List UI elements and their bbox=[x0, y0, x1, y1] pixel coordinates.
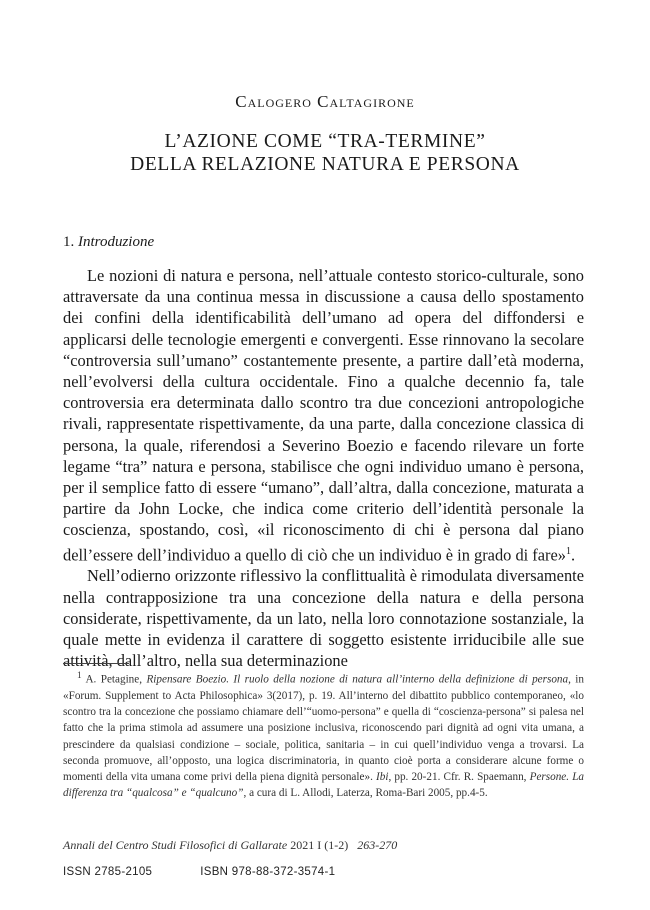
article-title bbox=[0, 130, 650, 176]
journal-pages: 263-270 bbox=[357, 838, 398, 852]
paragraph: Le nozioni di natura e persona, nell’attuale contesto storico-culturale, sono attraversate da una continua messa in discussione a causa dello spostamento dei confini della identificabilità dell’umano ad opera del diffondersi e applicarsi delle tecnologie emergenti e convergenti. Esse rinnovano la secolare “controversia sull’umano” costantemente presente, a partire dall’età moderna, nell’evolversi della cultura occidentale. Fino a qualche decennio fa, tale controversia era determinata dallo scontro tra due concezioni antropologiche rivali, rappresentate rispettivamente, da una parte, dalla concezione classica di persona, la quale, riferendosi a Severino Boezio e facendo rilevare un forte legame “tra” natura e persona, stabilisce che ogni individuo umano è persona, per il semplice fatto di essere “umano”, dall’altra, dalla concezione, maturata a partire da John Locke, che indica come criterio dell’identità personale la coscienza, spostando, così, «il riconoscimento di chi è persona dal piano dell’essere dell’individuo a quello di ciò che un individuo è in grado di fare»$^1$. bbox=[63, 266, 584, 565]
title-line-2: DELLA RELAZIONE NATURA E PERSONA bbox=[130, 154, 520, 175]
isbn: ISBN 978-88-372-3574-1 bbox=[200, 866, 336, 878]
section-title: Introduzione bbox=[78, 234, 155, 250]
footnote bbox=[63, 668, 584, 801]
journal-citation bbox=[63, 838, 397, 853]
footnote-separator bbox=[63, 663, 129, 664]
footnote-work-title-2: Persone. La differenza tra “qualcosa” e “qualcuno” bbox=[63, 770, 585, 800]
footnote-author: A. Petagine, bbox=[85, 673, 143, 686]
issn: ISSN 2785-2105 bbox=[63, 866, 153, 878]
footnote-text: , pp. 20-21. Cfr. R. Spaemann, bbox=[388, 770, 527, 783]
footnote-text: , in «Forum. Supplement to Acta Philosophica» 3(2017), p. 19. All’interno del dibattito pubblico contemporaneo, «lo scontro tra la concezione che possiamo chiamare dell’“uomo-persona” e quella di “coscienza-persona” si palesa nel fatto che la prima stimola ad assumere una posizione inclusiva, riconoscendo pari dignità ad ogni vita umana, a prescindere da qualsiasi condizione – sociale, politica, sanitaria – in cui quell’individuo venga a trovarsi. La seconda promuove, all’opposto, una logica discriminatoria, in quanto cioè porta a considerare alcune forme o momenti della vita umana come privi della piena dignità personale». bbox=[63, 673, 585, 783]
paragraph-text: Le nozioni di natura e persona, nell’attuale contesto storico-culturale, sono attraversate da una continua messa in discussione a causa dello spostamento dei confini della identificabilità dell’umano ad opera del diffondersi e applicarsi delle tecnologie emergenti e convergenti. Esse rinnovano la secolare “controversia sull’umano” costantemente presente, a partire dall’età moderna, nell’evolversi della cultura occidentale. Fino a qualche decennio fa, tale controversia era determinata dallo scontro tra due concezioni antropologiche rivali, rappresentate rispettivamente, da una parte, dalla concezione classica di persona, la quale, riferendosi a Severino Boezio e facendo rilevare un forte legame “tra” natura e persona, stabilisce che ogni individuo umano è persona, per il semplice fatto di essere “umano”, dall’altra, dalla concezione, maturata a partire da John Locke, che indica come criterio dell’identità personale la coscienza, spostando, così, «il riconoscimento di chi è persona dal piano dell’essere dell’individuo a quello di ciò che un individuo è in grado di fare» bbox=[63, 266, 584, 565]
paragraph: Nell’odierno orizzonte riflessivo la conflittualità è rimodulata diversamente nella contrapposizione tra una concezione della natura e della persona considerate, rispettivamente, da un lato, nella loro connotazione sostanziale, la quale mette in evidenza il carattere di soggetto esistente irriducibile alle sue attività, dall’altro, nella sua determinazione bbox=[63, 566, 584, 671]
footnote-ibi: Ibi bbox=[376, 770, 389, 783]
journal-name: Annali del Centro Studi Filosofici di Gallarate bbox=[63, 838, 288, 852]
title-line-1: L’AZIONE COME “TRA-TERMINE” bbox=[164, 131, 486, 152]
section-number: 1. bbox=[63, 234, 75, 250]
body-text bbox=[63, 265, 584, 671]
footnote-text: , a cura di L. Allodi, Laterza, Roma-Bari 2005, pp.4-5. bbox=[243, 787, 488, 800]
section-heading bbox=[63, 234, 154, 251]
footnote-work-title: Ripensare Boezio. Il ruolo della nozione di natura all’interno della definizione di persona bbox=[146, 673, 569, 686]
journal-issue: 2021 I (1-2) bbox=[290, 838, 349, 852]
identifiers bbox=[63, 866, 335, 878]
author-name: Calogero Caltagirone bbox=[235, 92, 415, 111]
footnote-reference[interactable]: 1 bbox=[565, 545, 571, 557]
footnote-number: 1 bbox=[77, 671, 82, 681]
